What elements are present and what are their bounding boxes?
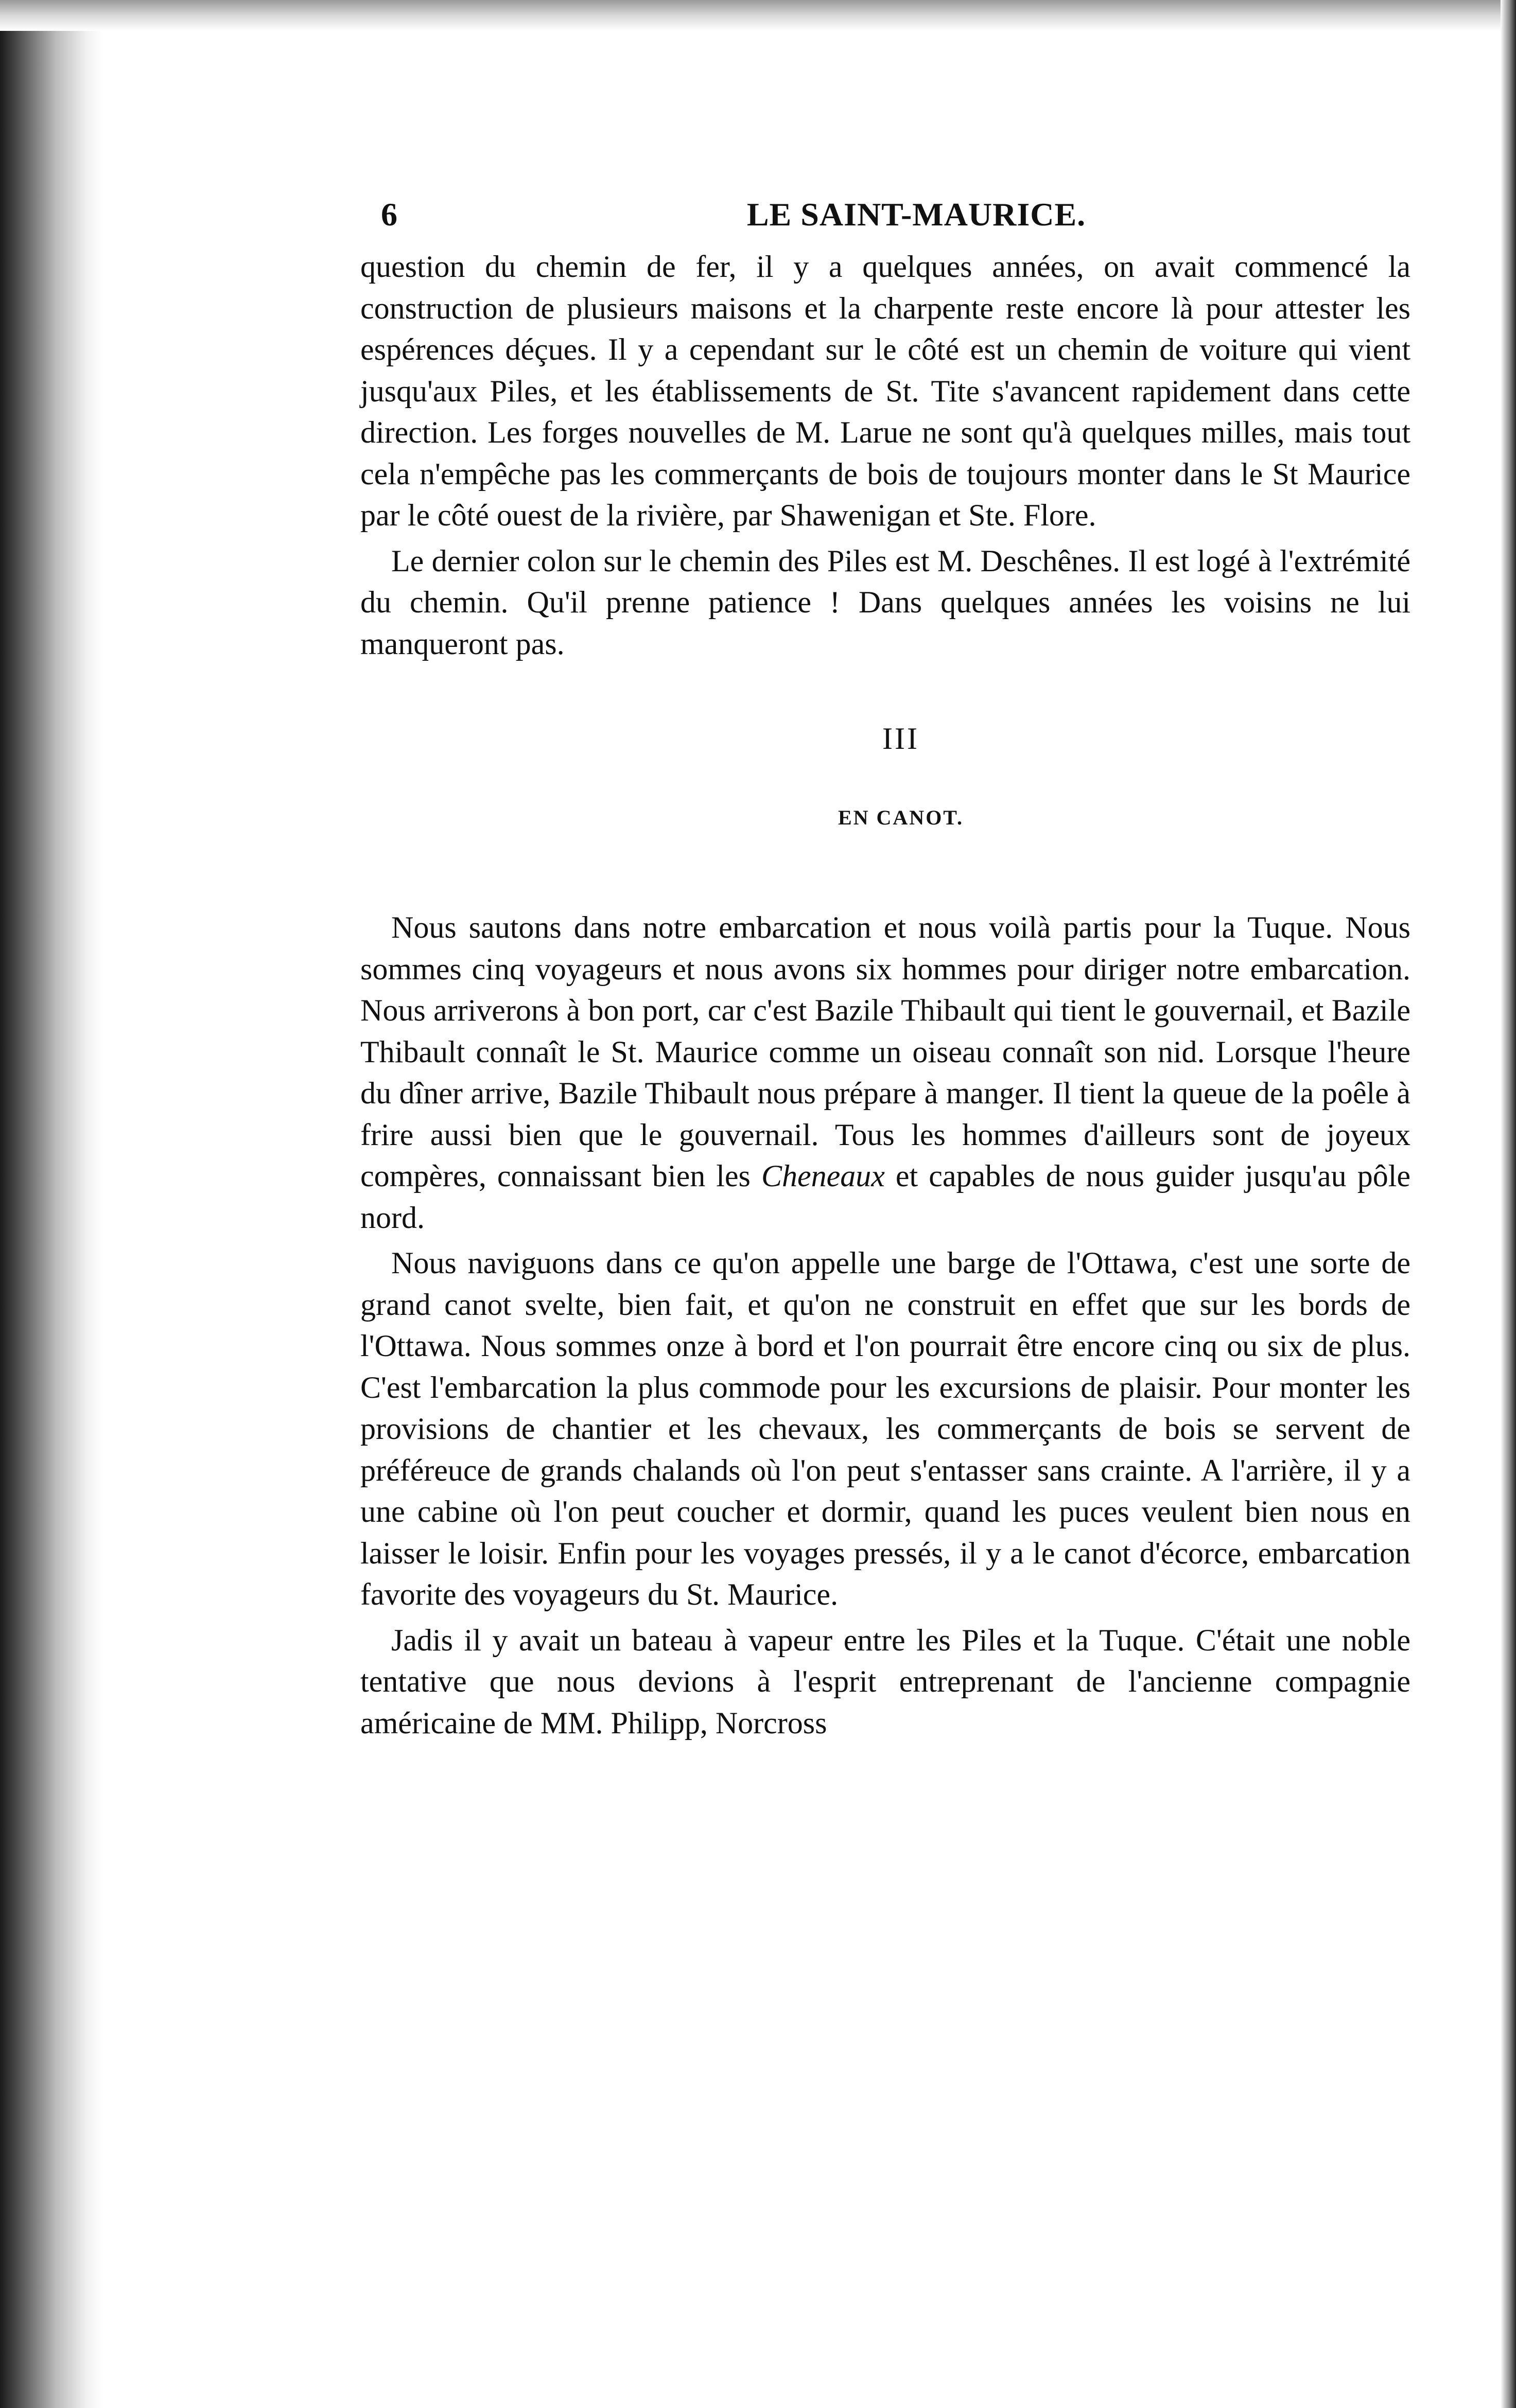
running-title: LE SAINT-MAURICE. xyxy=(746,196,1086,233)
scan-top-edge xyxy=(0,0,1516,31)
paragraph-2: Le dernier colon sur le chemin des Piles est M. Deschênes. Il est logé à l'extrémité du chemin. Qu'il prenne patience ! Dans quelques années les voisins ne lui manqueront pas. xyxy=(360,543,1410,661)
paragraph-1: question du chemin de fer, il y a quelques années, on avait commencé la construction de plusieurs maisons et la charpente reste encore là pour attester les espérences déçues. Il y a cependant sur le côté est un chemin de voiture qui vient jusqu'aux Piles, et les établissements de St. Tite s'avancent rapidement dans cette direction. Les forges nouvelles de M. Larue ne sont qu'à quelques milles, mais tout cela n'empêche pas les commerçants de bois de toujours monter dans le St Maurice par le côté ouest de la rivière, par Shawenigan et Ste. Flore. xyxy=(360,250,1410,532)
scan-right-edge xyxy=(1501,0,1516,2408)
section-number: III xyxy=(882,722,919,755)
paragraph-5: Jadis il y avait un bateau à vapeur entre les Piles et la Tuque. C'était une noble tentative que nous devions à l'esprit entreprenant de l'ancienne compagnie américaine de MM. Philipp, Norcross xyxy=(360,1623,1410,1740)
paragraph-4: Nous naviguons dans ce qu'on appelle une barge de l'Ottawa, c'est une sorte de grand canot svelte, bien fait, et qu'on ne construit en effet que sur les bords de l'Ottawa. Nous sommes onze à bord et l'on pourrait être encore cinq ou six de plus. C'est l'embarcation la plus commode pour les excursions de plaisir. Pour monter les provisions de chantier et les chevaux, les commerçants de bois se servent de préféreuce de grands chalands où l'on peut s'entasser sans crainte. A l'arrière, il y a une cabine où l'on peut coucher et dormir, quand les puces veulent bien nous en laisser le loisir. Enfin pour les voyages pressés, il y a le canot d'écorce, embarcation favorite des voyageurs du St. Maurice. xyxy=(360,1246,1410,1611)
page-number: 6 xyxy=(381,196,398,233)
paragraph-3-italic-term: Cheneaux xyxy=(761,1159,885,1193)
paragraph-3-text-b: et capables de nous guider jusqu'au pôle nord. xyxy=(360,1159,1410,1235)
book-page xyxy=(360,196,1410,1744)
paragraph-3-text-a: Nous sautons dans notre embarcation et nous voilà partis pour la Tuque. Nous sommes cinq voyageurs et nous avons six hommes pour diriger notre embarcation. Nous arriverons à bon port, car c'est Bazile Thibault qui tient le gouvernail, et Bazile Thibault connaît le St. Maurice comme un oiseau connaît son nid. Lorsque l'heure du dîner arrive, Bazile Thibault nous prépare à manger. Il tient la queue de la poêle à frire aussi bien que le gouvernail. Tous les hommes d'ailleurs sont de joyeux compères, connaissant bien les xyxy=(360,910,1410,1193)
scan-binding-shadow xyxy=(0,0,103,2408)
running-head xyxy=(360,196,1410,237)
section-title: EN CANOT. xyxy=(838,806,964,829)
paragraph-3 xyxy=(360,907,1410,1238)
